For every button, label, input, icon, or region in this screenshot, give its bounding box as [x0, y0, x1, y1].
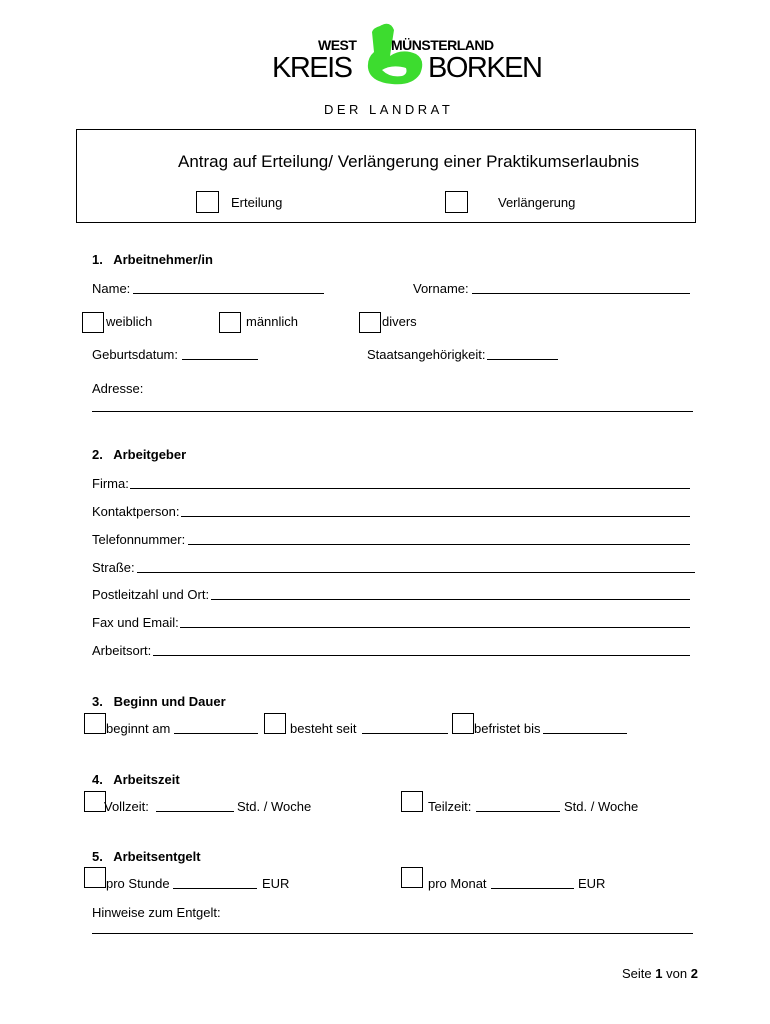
pro-stunde-currency: EUR	[262, 876, 290, 891]
hinweise-field[interactable]	[92, 933, 693, 934]
label-weiblich: weiblich	[106, 314, 153, 329]
name-label: Name:	[92, 281, 131, 296]
page-prefix: Seite	[622, 966, 652, 981]
label-erteilung: Erteilung	[231, 195, 283, 210]
section-2-heading: 2. Arbeitgeber	[92, 447, 187, 462]
logo-kreis: KREIS	[272, 52, 352, 84]
label-verlaengerung: Verlängerung	[498, 195, 576, 210]
label-teilzeit: Teilzeit:	[428, 799, 472, 814]
subtitle-landrat: DER LANDRAT	[324, 102, 454, 117]
section-5-heading: 5. Arbeitsentgelt	[92, 849, 201, 864]
staatsangehoerigkeit-label: Staatsangehörigkeit:	[367, 347, 486, 362]
label-pro-stunde: pro Stunde	[106, 876, 170, 891]
page-total: 2	[690, 966, 698, 981]
checkbox-erteilung[interactable]	[196, 191, 219, 213]
label-maennlich: männlich	[246, 314, 299, 329]
telefonnummer-field[interactable]	[188, 544, 690, 545]
beginnt-am-field[interactable]	[174, 733, 258, 734]
strasse-label: Straße:	[92, 560, 135, 575]
checkbox-befristet-bis[interactable]	[452, 713, 474, 734]
logo-borken: BORKEN	[428, 52, 542, 84]
label-beginnt-am: beginnt am	[106, 721, 171, 736]
strasse-field[interactable]	[137, 572, 695, 573]
kontaktperson-field[interactable]	[181, 516, 690, 517]
arbeitsort-field[interactable]	[153, 655, 690, 656]
vorname-field[interactable]	[472, 293, 690, 294]
logo-west: WEST	[318, 37, 357, 53]
besteht-seit-field[interactable]	[362, 733, 448, 734]
geburtsdatum-label: Geburtsdatum:	[92, 347, 178, 362]
logo-mark-icon	[358, 22, 428, 88]
title-box	[76, 129, 696, 223]
label-vollzeit: Vollzeit:	[104, 799, 149, 814]
adresse-field[interactable]	[92, 411, 693, 412]
checkbox-besteht-seit[interactable]	[264, 713, 286, 734]
arbeitsort-label: Arbeitsort:	[92, 643, 152, 658]
firma-label: Firma:	[92, 476, 129, 491]
pro-monat-field[interactable]	[491, 888, 574, 889]
firma-field[interactable]	[130, 488, 690, 489]
label-besteht-seit: besteht seit	[290, 721, 357, 736]
befristet-bis-field[interactable]	[543, 733, 627, 734]
staatsangehoerigkeit-field[interactable]	[487, 359, 558, 360]
label-pro-monat: pro Monat	[428, 876, 487, 891]
checkbox-beginnt-am[interactable]	[84, 713, 106, 734]
pro-stunde-field[interactable]	[173, 888, 257, 889]
page-current: 1	[655, 966, 663, 981]
page-mid: von	[666, 966, 688, 981]
label-befristet-bis: befristet bis	[474, 721, 541, 736]
geburtsdatum-field[interactable]	[182, 359, 258, 360]
fax-email-field[interactable]	[180, 627, 690, 628]
vollzeit-unit: Std. / Woche	[237, 799, 312, 814]
logo	[270, 22, 550, 88]
hinweise-label: Hinweise zum Entgelt:	[92, 905, 221, 920]
label-divers: divers	[382, 314, 417, 329]
name-field[interactable]	[133, 293, 324, 294]
telefonnummer-label: Telefonnummer:	[92, 532, 186, 547]
page-number	[622, 966, 698, 981]
plz-ort-label: Postleitzahl und Ort:	[92, 587, 210, 602]
vorname-label: Vorname:	[413, 281, 469, 296]
checkbox-pro-stunde[interactable]	[84, 867, 106, 888]
plz-ort-field[interactable]	[211, 599, 690, 600]
checkbox-divers[interactable]	[359, 312, 381, 333]
checkbox-verlaengerung[interactable]	[445, 191, 468, 213]
kontaktperson-label: Kontaktperson:	[92, 504, 180, 519]
checkbox-maennlich[interactable]	[219, 312, 241, 333]
checkbox-vollzeit[interactable]	[84, 791, 106, 812]
logo-muensterland: MÜNSTERLAND	[391, 37, 494, 53]
section-4-heading: 4. Arbeitszeit	[92, 772, 180, 787]
fax-email-label: Fax und Email:	[92, 615, 179, 630]
teilzeit-field[interactable]	[476, 811, 560, 812]
checkbox-teilzeit[interactable]	[401, 791, 423, 812]
form-title: Antrag auf Erteilung/ Verlängerung einer Praktikumserlaubnis	[178, 152, 640, 171]
pro-monat-currency: EUR	[578, 876, 606, 891]
teilzeit-unit: Std. / Woche	[564, 799, 639, 814]
checkbox-weiblich[interactable]	[82, 312, 104, 333]
section-3-heading: 3. Beginn und Dauer	[92, 694, 226, 709]
adresse-label: Adresse:	[92, 381, 144, 396]
checkbox-pro-monat[interactable]	[401, 867, 423, 888]
vollzeit-field[interactable]	[156, 811, 234, 812]
section-1-heading: 1. Arbeitnehmer/in	[92, 252, 213, 267]
